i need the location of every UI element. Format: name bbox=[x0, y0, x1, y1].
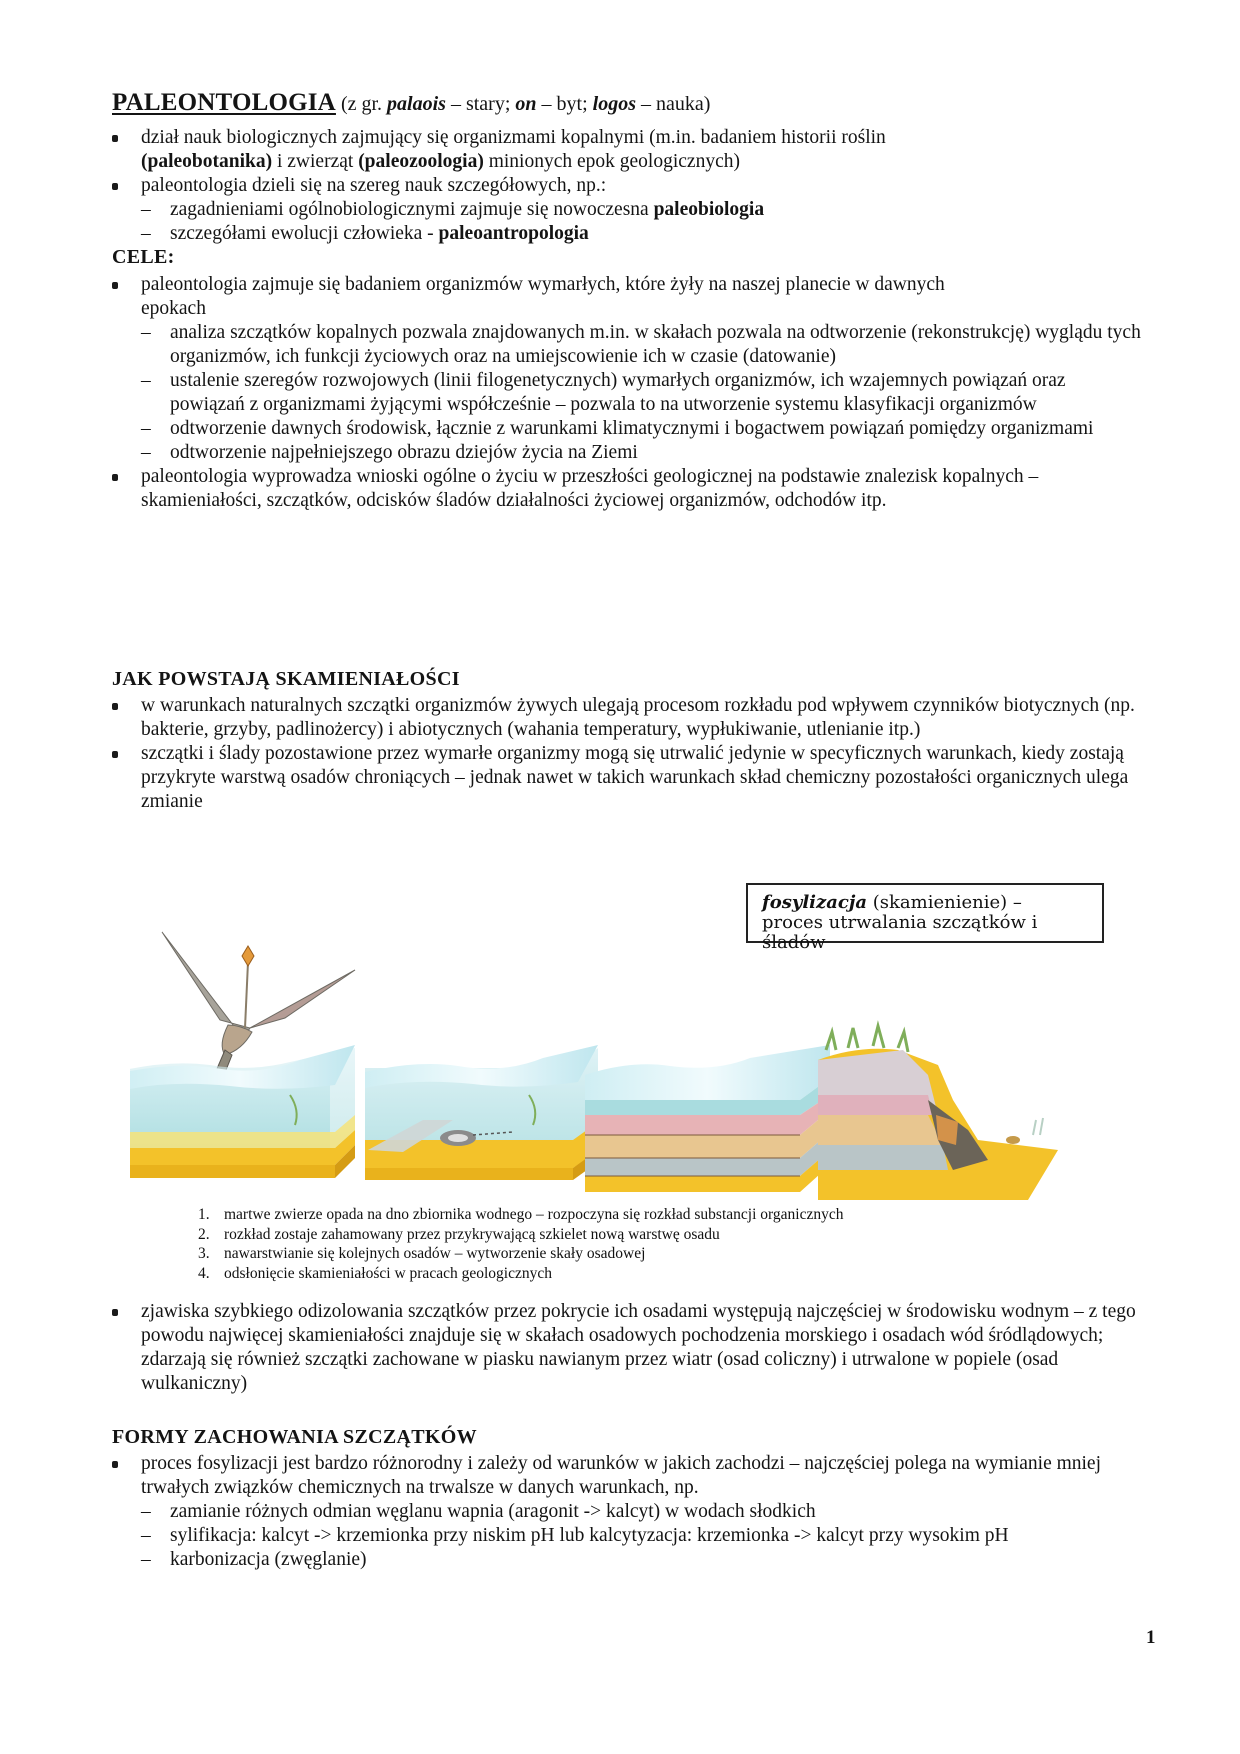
caption-text: martwe zwierze opada na dno zbiornika wodnego – rozpoczyna się rozkład substancji organicznych bbox=[224, 1206, 844, 1223]
sub-list-item bbox=[112, 1524, 1170, 1548]
list-item bbox=[112, 126, 1152, 174]
etymology-text: – stary; bbox=[445, 93, 516, 115]
intro-list bbox=[112, 126, 1152, 246]
list-item bbox=[112, 174, 1152, 198]
item-text: odtworzenie dawnych środowisk, łącznie z warunkami klimatycznymi i bogactwem powiązań pomiędzy organizmami bbox=[170, 418, 1094, 439]
list-item bbox=[112, 1452, 1152, 1500]
document-title: PALEONTOLOGIA bbox=[112, 89, 336, 116]
item-text: analiza szczątków kopalnych pozwala znajdowanych m.in. w skałach pozwala na odtworzenie (rekonstrukcję) wyglądu tych organizmów, ich funkcji życiowych oraz na umiejscowienie ich w czasie (datowanie) bbox=[170, 322, 1141, 367]
sub-list-item bbox=[112, 222, 1152, 246]
caption-text: rozkład zostaje zahamowany przez przykrywającą szkielet nową warstwę osadu bbox=[224, 1225, 720, 1243]
item-text: proces fosylizacji jest bardzo różnorodny i zależy od warunków w jakich zachodzi – najczęściej polega na wymianie mniej trwałych związków chemicznych na trwalsze w danych warunkach, np. bbox=[141, 1453, 1102, 1498]
item-text: sylifikacja: kalcyt -> krzemionka przy niskim pH lub kalcytyzacja: krzemionka -> kalcyt przy wysokim pH bbox=[170, 1525, 1009, 1546]
item-text: ustalenie szeregów rozwojowych (linii filogenetycznych) wymarłych organizmów, ich wzajemnych powiązań oraz powiązań z organizmami żyjącymi współcześnie – pozwala to na utworzenie systemu klasyfikacji organizmów bbox=[170, 370, 1066, 415]
list-item bbox=[112, 1300, 1142, 1396]
section-heading-formation: JAK POWSTAJĄ SKAMIENIAŁOŚCI bbox=[112, 668, 460, 690]
caption-text: nawarstwianie się kolejnych osadów – wytworzenie skały osadowej bbox=[224, 1245, 646, 1262]
list-item bbox=[112, 742, 1142, 814]
item-text: minionych epok geologicznych) bbox=[483, 151, 740, 172]
dash-marker: – bbox=[141, 1501, 151, 1522]
etymology-text: – byt; bbox=[536, 93, 593, 115]
list-item bbox=[112, 273, 961, 321]
etymology-text: – nauka) bbox=[635, 93, 711, 115]
item-text: szczątki i ślady pozostawione przez wymarłe organizmy mogą się utrwalić jedynie w specyficznych warunkach, kiedy zostają przykryte warstwą osadów chroniących – jednak nawet w takich warunkach skład chemiczny pozostałości organicznych ulega zmianie bbox=[141, 743, 1129, 812]
stage-2-skeleton-covered bbox=[365, 1045, 598, 1180]
section-heading-preservation: FORMY ZACHOWANIA SZCZĄTKÓW bbox=[112, 1426, 477, 1448]
caption-number: 4. bbox=[198, 1264, 210, 1282]
page-number: 1 bbox=[1146, 1627, 1156, 1648]
formation-list bbox=[112, 694, 1142, 814]
sub-list-item bbox=[112, 198, 1152, 222]
sub-list-item bbox=[112, 369, 1142, 417]
list-item bbox=[112, 465, 1142, 513]
dash-marker: – bbox=[141, 199, 151, 220]
bold-term: (paleozoologia) bbox=[358, 151, 484, 172]
caption-text: odsłonięcie skamieniałości w pracach geologicznych bbox=[224, 1264, 552, 1282]
item-text: karbonizacja (zwęglanie) bbox=[170, 1549, 367, 1570]
definition-term: fosylizacja bbox=[762, 892, 868, 913]
cele-list bbox=[112, 273, 1142, 513]
stage-1-pterosaur-falls bbox=[130, 932, 355, 1178]
deposition-list bbox=[112, 1300, 1142, 1396]
item-text: odtworzenie najpełniejszego obrazu dziejów życia na Ziemi bbox=[170, 442, 638, 463]
figure-caption-list bbox=[198, 1205, 843, 1283]
caption-number: 1. bbox=[198, 1206, 210, 1223]
sub-list-item bbox=[112, 441, 1142, 465]
sub-list-item bbox=[112, 1500, 1152, 1524]
etymology-prefix: (z gr. bbox=[340, 93, 388, 115]
caption-item bbox=[198, 1205, 843, 1225]
item-text: i zwierząt bbox=[272, 151, 359, 172]
fossilization-illustration bbox=[130, 900, 1170, 1200]
dash-marker: – bbox=[141, 322, 151, 343]
item-text: zamianie różnych odmian węglanu wapnia (aragonit -> kalcyt) w wodach słodkich bbox=[170, 1501, 816, 1522]
dash-marker: – bbox=[141, 442, 151, 463]
sub-list-item bbox=[112, 321, 1142, 369]
caption-number: 2. bbox=[198, 1225, 210, 1243]
caption-item bbox=[198, 1264, 843, 1284]
document-title-line bbox=[112, 90, 710, 117]
stage-4-exposed-fossil bbox=[818, 1026, 1058, 1200]
dash-marker: – bbox=[141, 223, 151, 244]
definition-text: (skamienienie) – proces utrwalania szczątków i śladów bbox=[762, 892, 1038, 953]
item-text: w warunkach naturalnych szczątki organizmów żywych ulegają procesom rozkładu pod wpływem czynników biotycznych (np. bakterie, grzyby, padlinożercy) i abiotycznych (wahania temperatury, wypłukiwanie, utlenianie itp.) bbox=[141, 695, 1135, 740]
caption-item bbox=[198, 1225, 843, 1245]
item-text: dział nauk biologicznych zajmujący się organizmami kopalnymi (m.in. badaniem historii roślin bbox=[141, 127, 886, 148]
bold-term: paleobiologia bbox=[653, 199, 765, 220]
etymology-term: on bbox=[515, 93, 537, 115]
item-text: szczegółami ewolucji człowieka - bbox=[170, 223, 439, 244]
stage-3-sediment-layers bbox=[585, 1045, 830, 1192]
item-text: paleontologia wyprowadza wnioski ogólne o życiu w przeszłości geologicznej na podstawie znalezisk kopalnych – skamieniałości, szczątków, odcisków śladów działalności życiowej organizmów, odchodów itp. bbox=[141, 466, 1039, 511]
item-text: zagadnieniami ogólnobiologicznymi zajmuje się nowoczesna bbox=[170, 199, 654, 220]
bold-term: (paleobotanika) bbox=[141, 151, 273, 172]
item-text: zjawiska szybkiego odizolowania szczątków przez pokrycie ich osadami występują najczęściej w środowisku wodnym – z tego powodu najwięcej skamieniałości znajduje się w skałach osadowych pochodzenia morskiego i osadach wód śródlądowych; zdarzają się również szczątki zachowane w piasku nawianym przez wiatr (osad coliczny) i utrwalone w popiele (osad wulkaniczny) bbox=[141, 1301, 1136, 1394]
dash-marker: – bbox=[141, 1525, 151, 1546]
caption-number: 3. bbox=[198, 1245, 210, 1262]
preservation-list bbox=[112, 1452, 1152, 1572]
bold-term: paleoantropologia bbox=[438, 223, 589, 244]
etymology-term: palaois bbox=[387, 93, 446, 115]
sub-list-item bbox=[112, 417, 1160, 441]
sub-list-item bbox=[112, 1548, 1152, 1572]
caption-item bbox=[198, 1244, 843, 1264]
dash-marker: – bbox=[141, 370, 151, 391]
etymology-term: logos bbox=[592, 93, 636, 115]
list-item bbox=[112, 694, 1142, 742]
dash-marker: – bbox=[141, 418, 151, 439]
dash-marker: – bbox=[141, 1549, 151, 1570]
item-text: paleontologia dzieli się na szereg nauk szczegółowych, np.: bbox=[141, 175, 607, 196]
section-heading-cele: CELE: bbox=[112, 246, 175, 268]
item-text: paleontologia zajmuje się badaniem organizmów wymarłych, które żyły na naszej planecie w dawnych epokach bbox=[141, 274, 945, 319]
